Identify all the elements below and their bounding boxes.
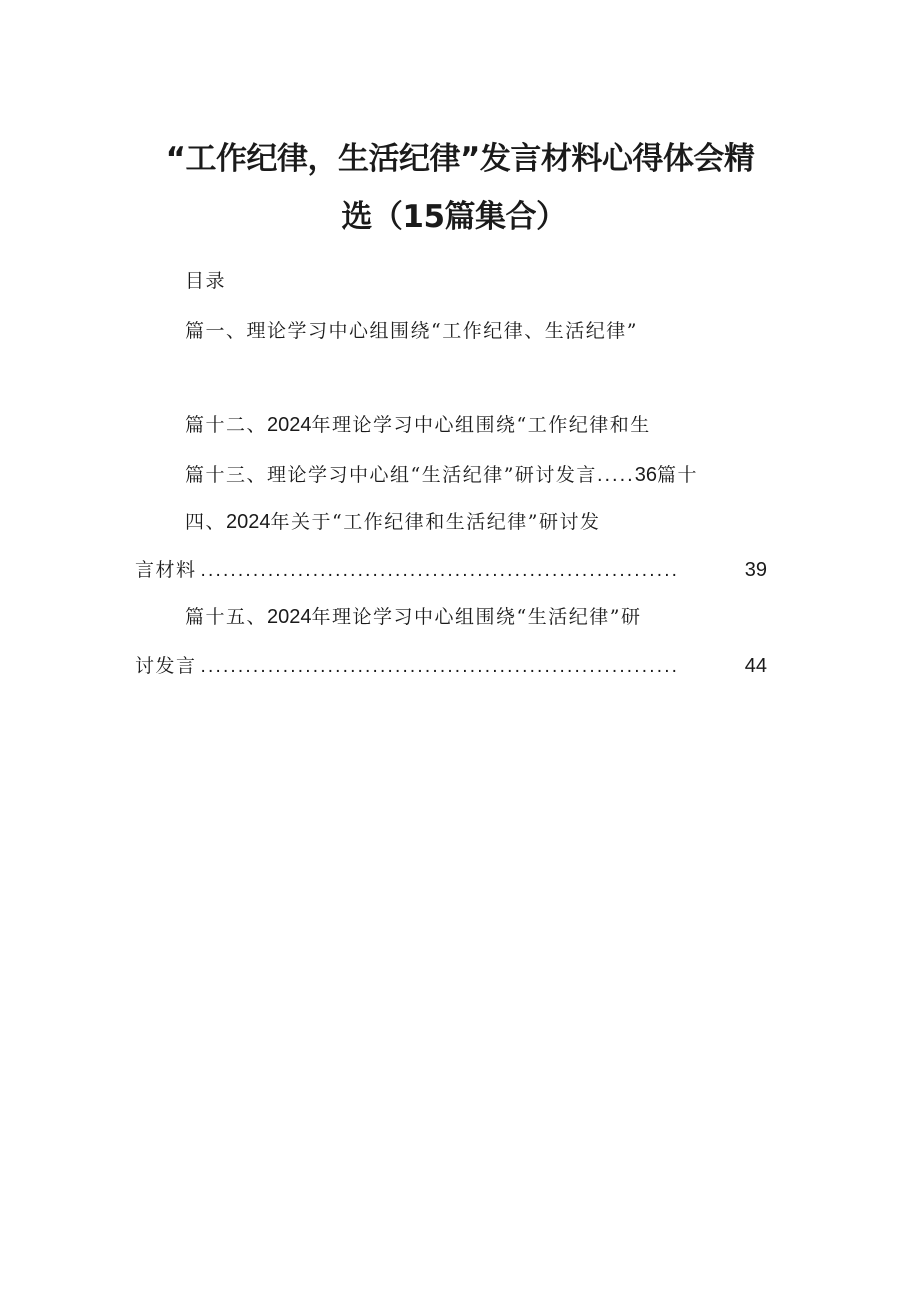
toc-item-15-year: 2024 bbox=[267, 606, 312, 628]
toc-item-14-continuation[interactable] bbox=[135, 555, 767, 582]
toc-item-14-year: 2024 bbox=[226, 511, 271, 533]
toc-item-1[interactable]: 篇一、理论学习中心组围绕“工作纪律、生活纪律” bbox=[185, 320, 638, 342]
document-title-line-2: 选（15篇集合） bbox=[341, 199, 567, 235]
toc-item-14-cont-text: 言材料 bbox=[135, 559, 197, 581]
toc-item-14[interactable] bbox=[185, 507, 600, 534]
toc-leader-dots: ................................................................ bbox=[200, 656, 680, 677]
toc-item-14-prefix: 四、 bbox=[185, 511, 227, 533]
toc-item-12[interactable] bbox=[185, 410, 651, 437]
toc-item-13[interactable] bbox=[185, 460, 698, 487]
toc-item-13-dots: ..... bbox=[596, 464, 635, 486]
toc-item-13-text: 篇十三、理论学习中心组“生活纪律”研讨发言 bbox=[185, 464, 597, 486]
toc-item-15-continuation[interactable] bbox=[135, 651, 767, 678]
toc-item-13-tail: 篇十 bbox=[656, 464, 698, 486]
toc-item-13-page: 36 bbox=[634, 464, 657, 486]
toc-item-12-rest: 年理论学习中心组围绕“工作纪律和生 bbox=[311, 414, 651, 436]
toc-item-14-rest: 年关于“工作纪律和生活纪律”研讨发 bbox=[270, 511, 601, 533]
toc-item-15-rest: 年理论学习中心组围绕“生活纪律”研 bbox=[311, 606, 642, 628]
toc-item-15-page: 44 bbox=[744, 655, 767, 677]
toc-item-14-page: 39 bbox=[744, 559, 767, 581]
toc-heading: 目录 bbox=[185, 270, 227, 292]
toc-item-12-year: 2024 bbox=[267, 414, 312, 436]
toc-item-15-prefix: 篇十五、 bbox=[185, 606, 268, 628]
toc-item-12-prefix: 篇十二、 bbox=[185, 414, 268, 436]
toc-leader-dots: ................................................................ bbox=[200, 560, 680, 581]
toc-item-15-cont-text: 讨发言 bbox=[135, 655, 197, 677]
toc-item-15[interactable] bbox=[185, 602, 641, 629]
document-title-line-1: “工作纪律，生活纪律”发言材料心得体会精 bbox=[165, 141, 755, 177]
